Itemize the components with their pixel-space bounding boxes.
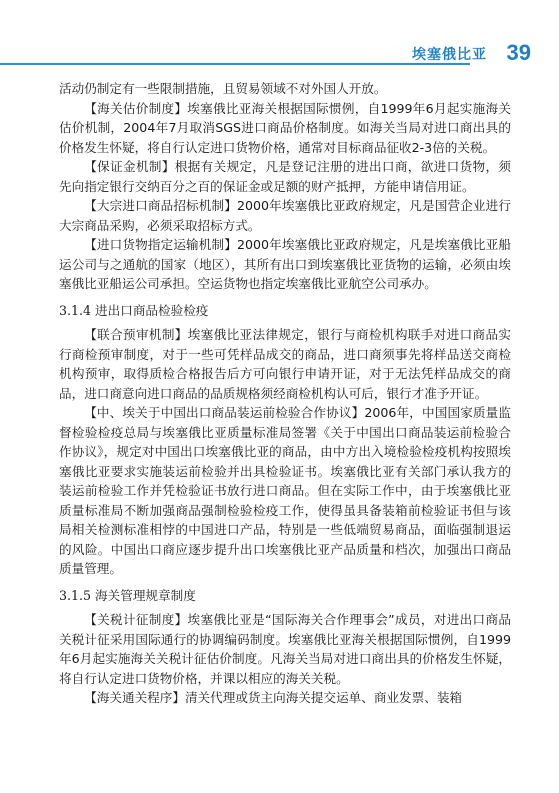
body-text [59,79,511,708]
paragraph: 【海关通关程序】清关代理或货主向海关提交运单、商业发票、装箱 [84,690,462,705]
header-title: 埃塞俄比亚 [412,47,487,63]
paragraph: 活动仍制定有一些限制措施，且贸易领域不对外国人开放。 [59,81,387,96]
section-heading: 3.1.4 进出口商品检验检疫 [59,302,209,318]
paragraph: 【大宗进口商品招标机制】2000年埃塞俄比亚政府规定，凡是国营企业进行大宗商品采购，必须采取招标方式。 [59,198,511,233]
page-number: 39 [506,40,531,65]
paragraph: 【中、埃关于中国出口商品装运前检验合作协议】2006年，中国国家质量监督检验检疫总局与埃塞俄比亚质量标准局签署《关于中国出口商品装运前检验合作协议》，规定对中国出口埃塞俄比亚的商品，由中方出入境检验检疫机构按照埃塞俄比亚要求实施装运前检验并出具检验证书。埃塞俄比亚有关部门承认我方的装运前检验工作并凭检验证书放行进口商品。但在实际工作中，由于埃塞俄比亚质量标准局不断加强商品强制检验检疫工作，使得虽具备装箱前检验证书但与该局相关检测标准相悖的中国进口产品，特别是一些低端贸易商品，面临强制退运的风险。中国出口商应逐步提升出口埃塞俄比亚产品质量和档次，加强出口商品质量管理。 [59,405,511,576]
paragraph: 【进口货物指定运输机制】2000年埃塞俄比亚政府规定，凡是埃塞俄比亚船运公司与之通航的国家（地区），其所有出口到埃塞俄比亚货物的运输，必须由埃塞俄比亚船运公司承担。空运货物也指定埃塞俄比亚航空公司承办。 [59,237,511,291]
paragraph: 【保证金机制】根据有关规定，凡是登记注册的进出口商，欲进口货物，须先向指定银行交纳百分之百的保证金或足额的财产抵押，方能申请信用证。 [59,159,511,194]
paragraph: 【关税计征制度】埃塞俄比亚是“国际海关合作理事会”成员，对进出口商品关税计征采用国际通行的协调编码制度。埃塞俄比亚海关根据国际惯例，自1999年6月起实施海关关税计征估价制度。凡海关当局对进口商出具的价格发生怀疑，将自行认定进口货物价格，并课以相应的海关关税。 [59,612,511,686]
paragraph: 【联合预审机制】埃塞俄比亚法律规定，银行与商检机构联手对进口商品实行商检预审制度，对于一些可凭样品成交的商品，进口商须事先将样品送交商检机构预审，取得质检合格报告后方可向银行申请开证，对于无法凭样品成交的商品，进口商意向进口商品的品质规格须经商检机构认可后，银行才准予开证。 [59,327,511,401]
section-heading: 3.1.5 海关管理规章制度 [59,587,196,603]
header-rule [0,63,470,65]
page-header [0,40,559,76]
paragraph: 【海关估价制度】埃塞俄比亚海关根据国际惯例，自1999年6月起实施海关估价机制，2004年7月取消SGS进口商品价格制度。如海关当局对进口商出具的价格发生怀疑，将自行认定进口货物价格，通常对目标商品征收2-3倍的关税。 [59,100,511,155]
